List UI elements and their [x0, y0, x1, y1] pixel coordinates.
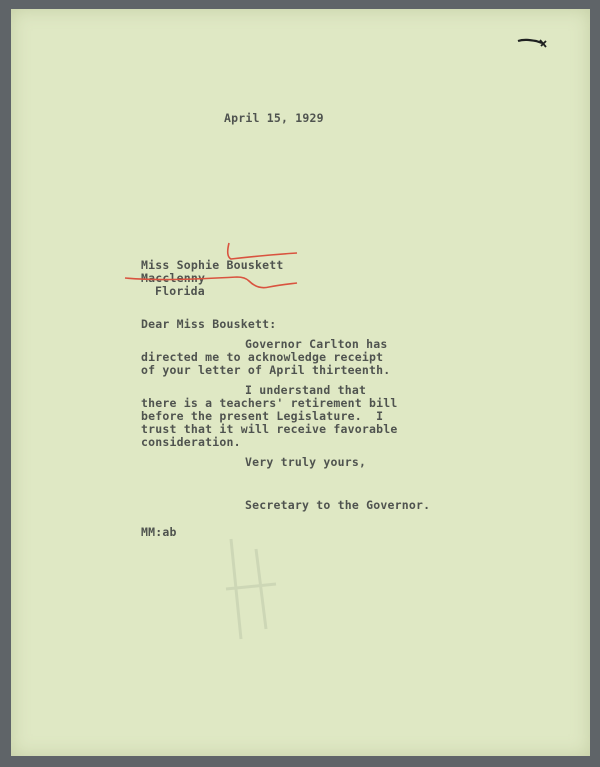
signature-title: Secretary to the Governor. [245, 498, 431, 512]
typist-initials: MM:ab [141, 525, 177, 539]
recipient-city: Macclenny [141, 271, 206, 285]
ink-mark-icon [516, 31, 556, 53]
faint-stamp-watermark [211, 529, 291, 649]
paragraph2-line3: before the present Legislature. I [141, 409, 384, 423]
paragraph2-line4: trust that it will receive favorable [141, 422, 398, 436]
paragraph2-line1: I understand that [245, 383, 367, 397]
paragraph2-line5: consideration. [141, 435, 241, 449]
recipient-state: Florida [155, 284, 205, 298]
red-pencil-correction [119, 237, 319, 297]
paragraph1-line1: Governor Carlton has [245, 337, 388, 351]
paragraph2-line2: there is a teachers' retirement bill [141, 396, 398, 410]
paragraph1-line2: directed me to acknowledge receipt [141, 350, 384, 364]
salutation: Dear Miss Bouskett: [141, 317, 277, 331]
letter-date: April 15, 1929 [224, 111, 324, 125]
recipient-name: Miss Sophie Bouskett [141, 258, 284, 272]
letter-page [11, 9, 590, 756]
paragraph1-line3: of your letter of April thirteenth. [141, 363, 391, 377]
closing: Very truly yours, [245, 455, 367, 469]
